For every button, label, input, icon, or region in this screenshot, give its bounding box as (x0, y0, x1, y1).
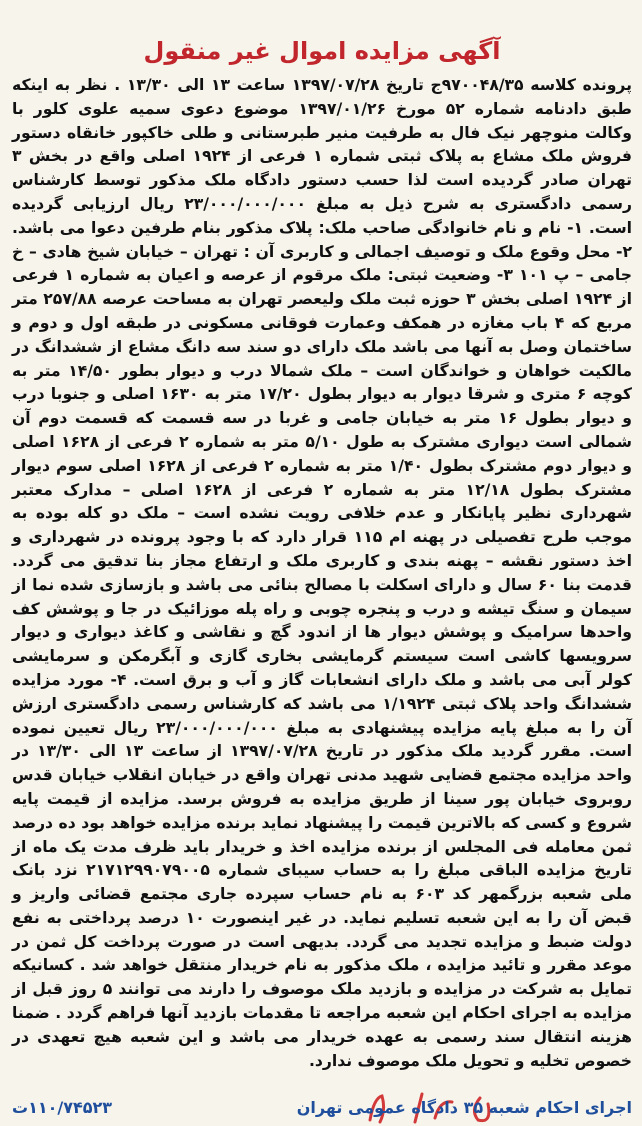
notice-footer (12, 1094, 632, 1120)
notice-issuer: اجرای احکام شعبه ۳۵ دادگاه عمومی تهران (296, 1097, 632, 1117)
notice-code: ۱۱۰/۷۴۵۲۳ت (12, 1097, 113, 1117)
notice-body: پرونده کلاسه ۹۷۰۰۴۸/۳۵ج تاریخ ۱۳۹۷/۰۷/۲۸ ساعت ۱۳ الی ۱۳/۳۰ . نظر به اینکه طبق دادنامه شماره ۵۲ مورخ ۱۳۹۷/۰۱/۲۶ موضوع دعوی سمیه علوی کلور با وکالت منوچهر نیک فال به طرفیت منیر طبرستانی و طلی خاکپور خانقاه دستور فروش ملک مشاع به پلاک ثبتی شماره ۱ فرعی از ۱۹۲۴ اصلی واقع در بخش ۳ تهران صادر گردیده است لذا حسب دستور دادگاه ملک مذکور توسط کارشناس رسمی دادگستری به شرح ذیل به مبلغ ۲۳/۰۰۰/۰۰۰/۰۰۰ ریال ارزیابی گردیده است. ۱- نام و نام خانوادگی صاحب ملک: پلاک مذکور بنام طرفین دعوا می باشد. ۲- محل وقوع ملک و توصیف اجمالی و کاربری آن : تهران – خیابان شیخ هادی – خ جامی – پ ۱۰۱ ۳- وضعیت ثبتی: ملک مرقوم از عرصه و اعیان به شماره ۱ فرعی از ۱۹۲۴ اصلی بخش ۳ حوزه ثبت ملک ولیعصر تهران به مساحت عرصه ۲۵۷/۸۸ متر مربع که ۴ باب مغازه در همکف وعمارت فوقانی مسکونی در طبقه اول و دوم و ساختمان وصل به آنها می باشد ملک دارای دو سند سه دانگ مشاع از ششدانگ در مالکیت خواهان و خواندگان است – ملک شمالا درب و دیوار بطور ۱۴/۵۰ متر به کوچه ۶ متری و شرقا دیوار به دیوار بطول ۱۷/۲۰ متر به ۱۶۳۰ اصلی و جنوبا درب و دیوار بطول ۱۶ متر به خیابان جامی و غربا در سه قسمت که قسمت دوم آن شمالی است دیواری مشترک به طول ۵/۱۰ متر به شماره ۲ فرعی از ۱۶۲۸ اصلی و دیوار دوم مشترک بطول ۱/۴۰ متر به شماره ۲ فرعی از ۱۶۲۸ اصلی سوم دیوار مشترک بطول ۱۲/۱۸ متر به شماره ۲ فرعی از ۱۶۲۸ اصلی – مدارک معتبر شهرداری نظیر پایانکار و عدم خلافی رویت نشده است – ملک دو کله بوده به موجب طرح تفصیلی در پهنه ام ۱۱۵ قرار دارد که با وجود پرونده در شهرداری و اخذ دستور نقشه – پهنه بندی و کاربری ملک و ارتفاع مجاز بنا تدقیق می گردد. قدمت بنا ۶۰ سال و دارای اسکلت با مصالح بنائی می باشد و بازسازی شده نما از سیمان و سنگ تیشه و درب و پنجره چوبی و راه پله موزائیک در جا و پوشش کف واحدها سرامیک و پوشش دیوار ها از اندود گچ و نقاشی و کاغذ دیواری و دیوار سرویسها کاشی است سیستم گرمایشی بخاری گازی و آبگرمکن و سرمایشی کولر آبی می باشد و ملک دارای انشعابات گاز و آب و برق است. ۴- مورد مزایده ششدانگ واحد پلاک ثبتی ۱/۱۹۲۴ می باشد که کارشناس رسمی دادگستری ارزش آن را به مبلغ پایه مزایده پیشنهادی به مبلغ ۲۳/۰۰۰/۰۰۰/۰۰۰ ریال تعیین نموده است. مقرر گردید ملک مذکور در تاریخ ۱۳۹۷/۰۷/۲۸ از ساعت ۱۳ الی ۱۳/۳۰ در واحد مزایده مجتمع قضایی شهید مدنی تهران واقع در خیابان انقلاب خیابان قدس روبروی خیابان پور سینا از طریق مزایده به فروش برسد. مزایده از قیمت پایه شروع و کسی که بالاترین قیمت را پیشنهاد نماید برنده مزایده خواهد بود ده درصد ثمن معامله فی المجلس از برنده مزایده اخذ و خریدار باید ظرف مدت یک ماه از تاریخ مزایده الباقی مبلغ را به حساب سیبای شماره ۲۱۷۱۲۹۹۰۷۹۰۰۵ نزد بانک ملی شعبه بزرگمهر کد ۶۰۳ به نام حساب سپرده جاری مجتمع قضائی واریز و قبض آن را به این شعبه تسلیم نماید. در غیر اینصورت ۱۰ درصد پرداختی به نفع دولت ضبط و مزایده تجدید می گردد. بدیهی است در صورت پرداخت کل ثمن در موعد مقرر و تائید مزایده ، ملک مذکور به نام خریدار منتقل خواهد شد . کسانیکه تمایل به شرکت در مزایده و بازدید ملک موصوف را دارند می توانند ۵ روز قبل از مزایده به اجرای احکام این شعبه مراجعه تا مقدمات بازدید آنها فراهم گردد . ضمنا هزینه انتقال سند رسمی به عهده خریدار می باشد و این شعبه هیچ تعهدی در خصوص تخلیه و تحویل ملک موصوف ندارد. (12, 76, 633, 1070)
notice-title: آگهی مزایده اموال غیر منقول (143, 37, 501, 65)
